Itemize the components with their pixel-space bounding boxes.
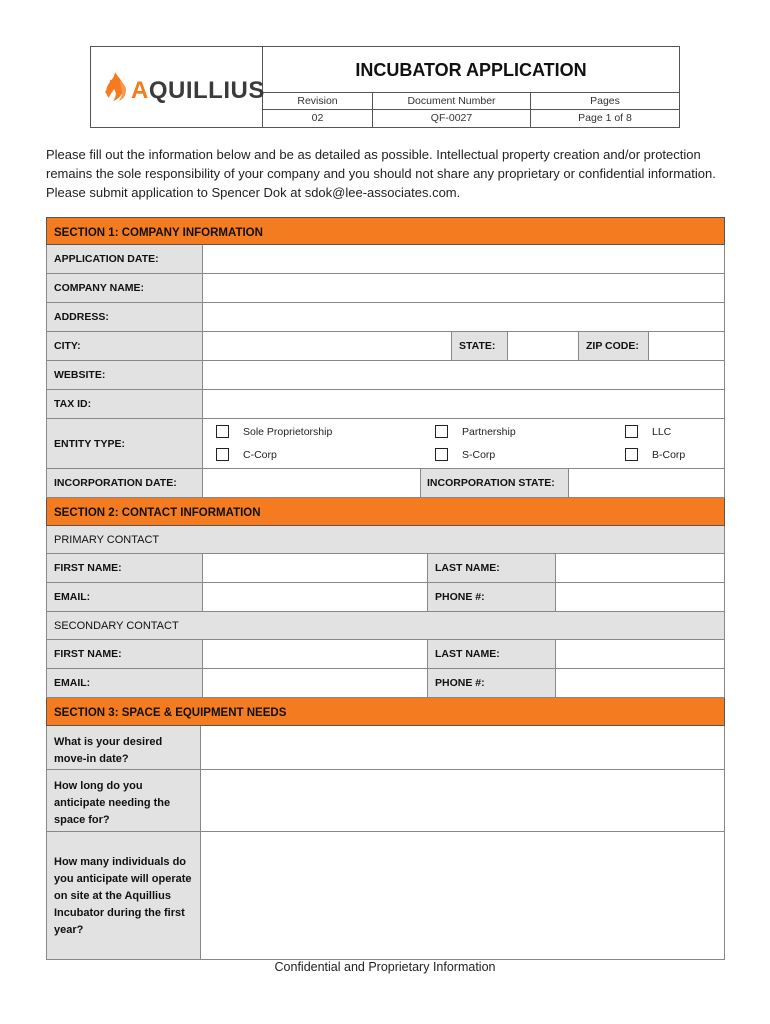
option-label: S-Corp	[462, 448, 496, 461]
document-meta-table	[263, 93, 679, 127]
duration-row	[46, 770, 725, 832]
checkbox[interactable]	[216, 425, 229, 438]
primary-email-label: EMAIL:	[47, 583, 203, 611]
address-label: ADDRESS:	[47, 303, 203, 331]
meta-header-pages: Pages	[531, 93, 679, 110]
address-field[interactable]	[203, 303, 724, 331]
secondary-contact-header: SECONDARY CONTACT	[46, 612, 725, 640]
entity-option-b-corp[interactable]	[625, 448, 685, 461]
company-name-label: COMPANY NAME:	[47, 274, 203, 302]
incorporation-date-input[interactable]	[203, 469, 420, 497]
entity-type-options	[203, 419, 724, 468]
tax-id-input[interactable]	[203, 390, 724, 418]
entity-option-c-corp[interactable]	[216, 448, 277, 461]
move-in-date-row	[46, 726, 725, 770]
entity-type-label: ENTITY TYPE:	[47, 419, 203, 468]
tax-id-field[interactable]	[203, 390, 724, 418]
checkbox[interactable]	[216, 448, 229, 461]
option-label: B-Corp	[652, 448, 686, 461]
incorporation-state-label: INCORPORATION STATE:	[421, 469, 569, 497]
headcount-field[interactable]	[201, 832, 724, 959]
move-in-date-question: What is your desired move-in date?	[47, 726, 201, 769]
city-label: CITY:	[47, 332, 203, 360]
primary-email-input[interactable]	[203, 583, 427, 611]
meta-value-revision: 02	[263, 110, 373, 127]
state-input[interactable]	[508, 332, 578, 360]
secondary-email-label: EMAIL:	[47, 669, 203, 697]
section-1-header: SECTION 1: COMPANY INFORMATION	[46, 217, 725, 245]
primary-contact-row	[46, 583, 725, 612]
tax-id-row	[46, 390, 725, 419]
incorporation-state-field[interactable]	[569, 469, 724, 497]
zip-code-field[interactable]	[649, 332, 724, 360]
website-input[interactable]	[203, 361, 724, 389]
city-field[interactable]	[203, 332, 452, 360]
primary-first-name-input[interactable]	[203, 554, 427, 582]
zip-code-input[interactable]	[649, 332, 724, 360]
checkbox[interactable]	[435, 425, 448, 438]
company-name-field[interactable]	[203, 274, 724, 302]
primary-phone-label: PHONE #:	[428, 583, 556, 611]
primary-last-name-input[interactable]	[556, 554, 724, 582]
entity-option-s-corp[interactable]	[435, 448, 495, 461]
secondary-contact-row	[46, 669, 725, 698]
meta-value-document-number: QF-0027	[373, 110, 531, 127]
tax-id-label: TAX ID:	[47, 390, 203, 418]
footer-note: Confidential and Proprietary Information	[274, 960, 496, 974]
company-name-input[interactable]	[203, 274, 724, 302]
secondary-last-name-label: LAST NAME:	[428, 640, 556, 668]
headcount-question: How many individuals do you anticipate will operate on site at the Aquillius Incubator during the first year?	[47, 832, 201, 959]
flame-logo-icon	[101, 70, 131, 104]
option-label: LLC	[652, 425, 672, 438]
logo-wordmark: AQUILLIUS	[131, 77, 265, 104]
incorporation-date-label: INCORPORATION DATE:	[47, 469, 203, 497]
document-header	[90, 46, 680, 128]
address-row	[46, 303, 725, 332]
city-input[interactable]	[203, 332, 451, 360]
state-label: STATE:	[452, 332, 508, 360]
primary-last-name-field[interactable]	[556, 554, 724, 582]
checkbox[interactable]	[625, 425, 638, 438]
application-date-row	[46, 245, 725, 274]
primary-name-row	[46, 554, 725, 583]
section-2-header: SECTION 2: CONTACT INFORMATION	[46, 498, 725, 526]
logo	[91, 47, 263, 127]
city-row	[46, 332, 725, 361]
duration-question: How long do you anticipate needing the space for?	[47, 770, 201, 831]
secondary-first-name-field[interactable]	[203, 640, 428, 668]
secondary-first-name-label: FIRST NAME:	[47, 640, 203, 668]
option-label: Partnership	[462, 425, 516, 438]
address-input[interactable]	[203, 303, 724, 331]
state-field[interactable]	[508, 332, 579, 360]
document-title: INCUBATOR APPLICATION	[263, 47, 679, 93]
primary-last-name-label: LAST NAME:	[428, 554, 556, 582]
secondary-first-name-input[interactable]	[203, 640, 427, 668]
headcount-input[interactable]	[201, 832, 724, 959]
primary-contact-header: PRIMARY CONTACT	[46, 526, 725, 554]
meta-header-document-number: Document Number	[373, 93, 531, 110]
application-date-field[interactable]	[203, 245, 724, 273]
secondary-email-field[interactable]	[203, 669, 428, 697]
zip-code-label: ZIP CODE:	[579, 332, 649, 360]
meta-value-pages: Page 1 of 8	[578, 112, 632, 124]
primary-first-name-label: FIRST NAME:	[47, 554, 203, 582]
duration-input[interactable]	[201, 770, 724, 831]
section-3-header: SECTION 3: SPACE & EQUIPMENT NEEDS	[46, 698, 725, 726]
move-in-date-input[interactable]	[201, 726, 724, 769]
primary-phone-input[interactable]	[556, 583, 724, 611]
secondary-phone-field[interactable]	[556, 669, 724, 697]
entity-option-partnership[interactable]	[435, 425, 516, 438]
primary-email-field[interactable]	[203, 583, 428, 611]
incorporation-state-input[interactable]	[569, 469, 724, 497]
entity-type-row	[46, 419, 725, 469]
option-label: Sole Proprietorship	[243, 425, 333, 438]
primary-phone-field[interactable]	[556, 583, 724, 611]
application-date-input[interactable]	[203, 245, 724, 273]
entity-option-sole-proprietorship[interactable]	[216, 425, 332, 438]
checkbox[interactable]	[625, 448, 638, 461]
secondary-last-name-input[interactable]	[556, 640, 724, 668]
secondary-phone-input[interactable]	[556, 669, 724, 697]
duration-field[interactable]	[201, 770, 724, 831]
website-field[interactable]	[203, 361, 724, 389]
move-in-date-field[interactable]	[201, 726, 724, 769]
company-name-row	[46, 274, 725, 303]
incorporation-row	[46, 469, 725, 498]
application-date-label: APPLICATION DATE:	[47, 245, 203, 273]
secondary-phone-label: PHONE #:	[428, 669, 556, 697]
website-label: WEBSITE:	[47, 361, 203, 389]
intro-paragraph: Please fill out the information below and be as detailed as possible. Intellectual property creation and/or protection remains the sole responsibility of your company and you should not share any proprietary or confidential information. Please submit application to Spencer Dok at sdok@lee-associates.com.	[46, 147, 716, 200]
website-row	[46, 361, 725, 390]
incorporation-date-field[interactable]	[203, 469, 421, 497]
secondary-name-row	[46, 640, 725, 669]
secondary-email-input[interactable]	[203, 669, 427, 697]
entity-option-llc[interactable]	[625, 425, 671, 438]
meta-header-revision: Revision	[263, 93, 373, 110]
option-label: C-Corp	[243, 448, 277, 461]
primary-first-name-field[interactable]	[203, 554, 428, 582]
secondary-last-name-field[interactable]	[556, 640, 724, 668]
headcount-row	[46, 832, 725, 960]
application-form	[46, 217, 725, 960]
checkbox[interactable]	[435, 448, 448, 461]
